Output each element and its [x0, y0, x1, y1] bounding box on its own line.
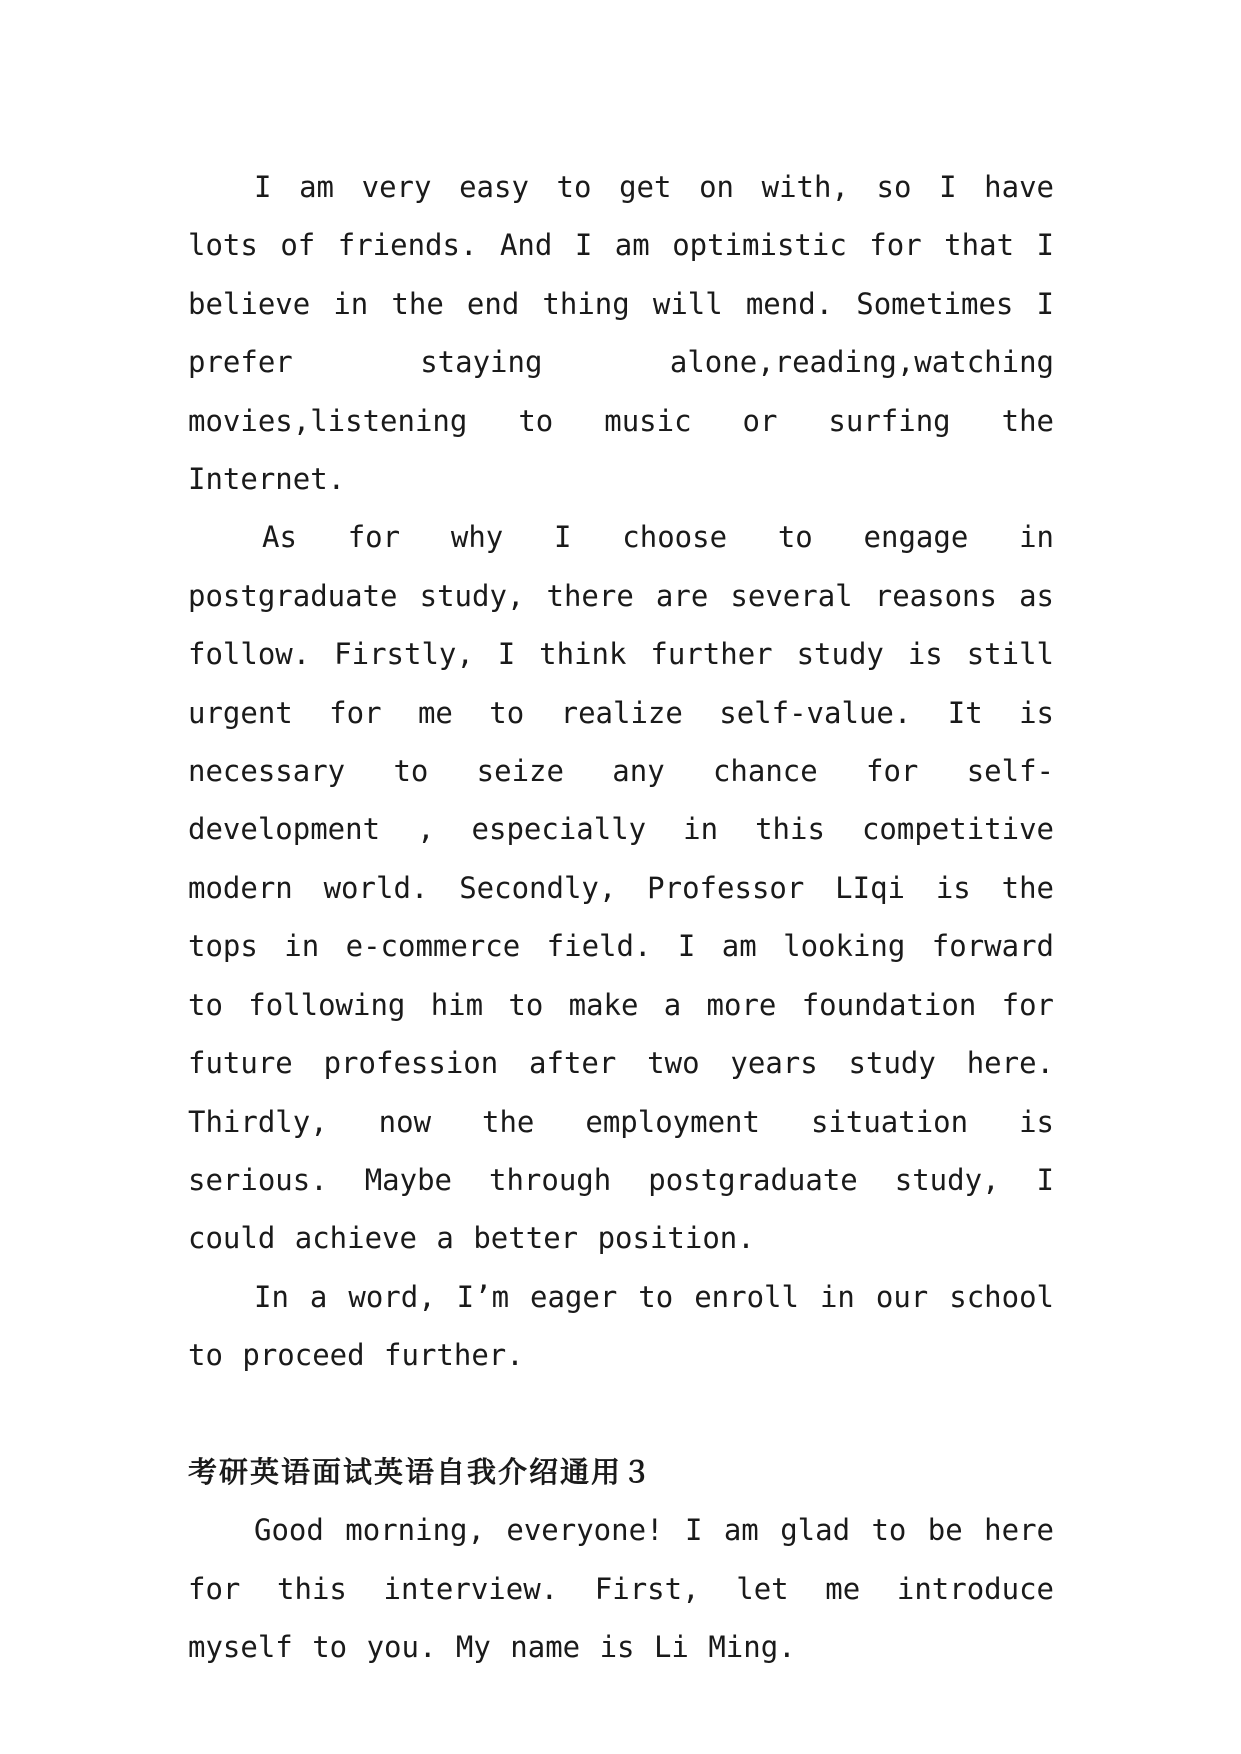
- paragraph-reasons: As for why I choose to engage in postgraduate study, there are several reasons as follow. Firstly, I think further study is still urgent for me to realize self-value. It is necessary to seize any chance for self-development , especially in this competitive modern world. Secondly, Professor LIqi is the tops in e-commerce field. I am looking forward to following him to make a more foundation for future profession after two years study here. Thirdly, now the employment situation is serious. Maybe through postgraduate study, I could achieve a better position.: [188, 520, 1054, 1256]
- paragraph-conclusion: In a word, I’m eager to enroll in our school to proceed further.: [188, 1279, 1054, 1373]
- paragraph-personality: I am very easy to get on with, so I have lots of friends. And I am optimistic for that I believe in the end thing will mend. Sometimes I prefer staying alone,reading,watching movies,listening to music or surfing the Internet.: [188, 170, 1054, 497]
- paragraph-greeting: Good morning, everyone! I am glad to be here for this interview. First, let me introduce myself to you. My name is Li Ming.: [188, 1513, 1054, 1665]
- section-heading: 考研英语面试英语自我介绍通用３: [188, 1454, 654, 1489]
- document-body: [188, 158, 1054, 1677]
